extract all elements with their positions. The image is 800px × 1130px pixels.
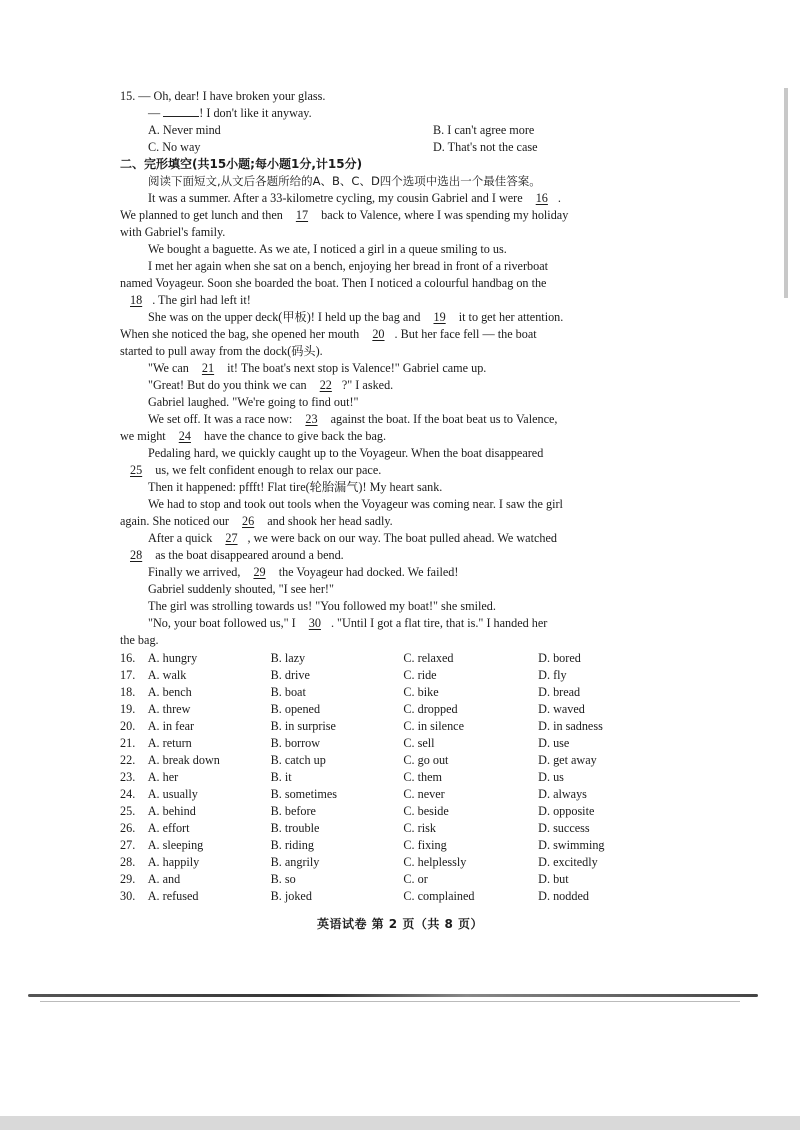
choice-option-a: A. walk: [147, 668, 187, 682]
choice-option-d: D. bored: [538, 651, 581, 665]
passage-line: Then it happened: pffft! Flat tire(轮胎漏气)! My heart sank.: [148, 480, 443, 494]
choice-option-b: B. borrow: [270, 736, 321, 750]
blank-26: 26: [242, 514, 255, 528]
passage-text: She was on the upper deck(甲板)! I held up the bag and: [148, 310, 421, 324]
choice-option-b: B. lazy: [270, 651, 306, 665]
passage-line: We bought a baguette. As we ate, I noticed a girl in a queue smiling to us.: [148, 242, 507, 256]
choice-option-c: C. go out: [403, 753, 449, 767]
passage-line: [120, 615, 665, 632]
choice-option-d: D. waved: [538, 702, 585, 716]
choice-option-c: C. beside: [403, 804, 449, 818]
question-15: [120, 88, 665, 156]
choice-option-d: D. in sadness: [538, 719, 603, 733]
section-2-instruction: 阅读下面短文,从文后各题所给的A、B、C、D四个选项中选出一个最佳答案。: [148, 174, 541, 188]
blank-27: 27: [225, 531, 238, 545]
choice-option-c: C. bike: [403, 685, 439, 699]
passage-text: . The girl had left it!: [152, 293, 251, 307]
binding-edge-mark: [784, 88, 788, 298]
passage-text: have the chance to give back the bag.: [203, 429, 387, 443]
section-2-header: 二、完形填空(共15小题;每小题1分,计15分): [120, 157, 363, 171]
choice-option-c: C. complained: [403, 889, 475, 903]
passage-text: We set off. It was a race now:: [148, 412, 293, 426]
cloze-passage: [120, 190, 665, 649]
passage-line: [120, 292, 665, 309]
choice-row: [120, 786, 665, 803]
choice-option-b: B. joked: [270, 889, 312, 903]
bottom-rule-thin: [40, 1001, 740, 1002]
blank-18: 18: [130, 293, 143, 307]
choice-option-c: C. never: [403, 787, 445, 801]
choice-row: [120, 854, 665, 871]
passage-text: "Great! But do you think we can: [148, 378, 307, 392]
choice-option-b: B. riding: [270, 838, 314, 852]
q15-option-c: C. No way: [148, 140, 201, 154]
passage-line: [120, 326, 665, 343]
choice-number: 29.: [120, 872, 136, 886]
choice-option-a: A. sleeping: [147, 838, 204, 852]
passage-line: We had to stop and took out tools when the Voyageur was coming near. I saw the girl: [148, 497, 563, 511]
choice-option-b: B. in surprise: [270, 719, 336, 733]
passage-line: [120, 513, 665, 530]
passage-line: [120, 564, 665, 581]
choice-option-d: D. get away: [538, 753, 597, 767]
blank-22: 22: [319, 378, 332, 392]
choice-number: 20.: [120, 719, 136, 733]
choice-number: 21.: [120, 736, 136, 750]
choice-row: [120, 871, 665, 888]
choice-option-d: D. bread: [538, 685, 581, 699]
answer-choices: [120, 650, 665, 905]
choice-option-c: C. ride: [403, 668, 437, 682]
choice-row: [120, 684, 665, 701]
passage-text: again. She noticed our: [120, 514, 229, 528]
choice-number: 26.: [120, 821, 136, 835]
passage-line: [120, 411, 665, 428]
choice-option-a: A. hungry: [147, 651, 198, 665]
choice-option-d: D. us: [538, 770, 564, 784]
choice-option-c: C. them: [403, 770, 442, 784]
choice-option-d: D. nodded: [538, 889, 589, 903]
passage-text: . "Until I got a flat tire, that is." I handed her: [330, 616, 548, 630]
choice-option-c: C. helplessly: [403, 855, 467, 869]
choice-row: [120, 803, 665, 820]
passage-line: Gabriel suddenly shouted, "I see her!": [148, 582, 334, 596]
choice-number: 23.: [120, 770, 136, 784]
choice-option-c: C. dropped: [403, 702, 458, 716]
choice-option-a: A. happily: [147, 855, 200, 869]
choice-option-b: B. trouble: [270, 821, 320, 835]
choice-number: 24.: [120, 787, 136, 801]
passage-line: with Gabriel's family.: [120, 225, 226, 239]
choice-option-a: A. effort: [147, 821, 190, 835]
passage-line: [120, 309, 665, 326]
choice-number: 28.: [120, 855, 136, 869]
choice-row: [120, 718, 665, 735]
passage-text: us, we felt confident enough to relax our pace.: [155, 463, 382, 477]
passage-text: back to Valence, where I was spending my holiday: [321, 208, 569, 222]
passage-line: [120, 547, 665, 564]
choice-option-c: C. or: [403, 872, 428, 886]
scan-bottom-bar: [0, 1116, 800, 1130]
blank-16: 16: [535, 191, 548, 205]
passage-line: the bag.: [120, 633, 159, 647]
q15-reply: — ! I don't like it anyway.: [148, 106, 312, 120]
q15-option-d: D. That's not the case: [433, 140, 538, 154]
choice-option-d: D. fly: [538, 668, 567, 682]
blank-29: 29: [253, 565, 266, 579]
passage-text: as the boat disappeared around a bend.: [155, 548, 344, 562]
passage-line: named Voyageur. Soon she boarded the boat. Then I noticed a colourful handbag on the: [120, 276, 547, 290]
choice-row: [120, 752, 665, 769]
passage-line: Gabriel laughed. "We're going to find out!": [148, 395, 359, 409]
choice-number: 27.: [120, 838, 136, 852]
passage-text: "No, your boat followed us," I: [148, 616, 296, 630]
blank-30: 30: [308, 616, 321, 630]
choice-option-a: A. threw: [147, 702, 191, 716]
choice-option-b: B. before: [270, 804, 316, 818]
passage-line: [120, 207, 665, 224]
choice-option-a: A. bench: [147, 685, 192, 699]
choice-option-b: B. catch up: [270, 753, 326, 767]
blank-23: 23: [305, 412, 318, 426]
passage-text: the Voyageur had docked. We failed!: [278, 565, 459, 579]
q15-options-row-1: [120, 122, 665, 139]
passage-line: [120, 530, 665, 547]
choice-option-b: B. drive: [270, 668, 310, 682]
bottom-rule: [28, 994, 758, 997]
blank-21: 21: [201, 361, 215, 375]
passage-line: The girl was strolling towards us! "You followed my boat!" she smiled.: [148, 599, 496, 613]
choice-option-b: B. it: [270, 770, 292, 784]
choice-option-c: C. risk: [403, 821, 436, 835]
choice-row: [120, 837, 665, 854]
choice-number: 19.: [120, 702, 136, 716]
choice-option-a: A. in fear: [147, 719, 195, 733]
choice-option-c: C. in silence: [403, 719, 464, 733]
passage-line: Pedaling hard, we quickly caught up to the Voyageur. When the boat disappeared: [148, 446, 544, 460]
choice-option-b: B. so: [270, 872, 296, 886]
choice-option-d: D. use: [538, 736, 570, 750]
passage-line: [120, 377, 665, 394]
choice-row: [120, 820, 665, 837]
choice-option-c: C. relaxed: [403, 651, 454, 665]
choice-row: [120, 701, 665, 718]
choice-option-b: B. opened: [270, 702, 321, 716]
q15-option-a: A. Never mind: [148, 123, 221, 137]
choice-option-d: D. excitedly: [538, 855, 598, 869]
q15-stem: 15. — Oh, dear! I have broken your glass.: [120, 89, 326, 103]
passage-line: [120, 462, 665, 479]
passage-line: started to pull away from the dock(码头).: [120, 344, 323, 358]
passage-text: Finally we arrived,: [148, 565, 241, 579]
passage-line: [120, 360, 665, 377]
choice-option-c: C. fixing: [403, 838, 447, 852]
q15-blank: [163, 105, 199, 117]
passage-text: , we were back on our way. The boat pulled ahead. We watched: [247, 531, 557, 545]
passage-text: It was a summer. After a 33-kilometre cycling, my cousin Gabriel and I were: [148, 191, 523, 205]
choice-number: 16.: [120, 651, 136, 665]
choice-option-d: D. success: [538, 821, 590, 835]
choice-option-d: D. swimming: [538, 838, 605, 852]
page-content: [120, 88, 665, 905]
page-footer: 英语试卷 第 2 页（共 8 页）: [316, 917, 484, 931]
choice-option-a: A. and: [147, 872, 181, 886]
choice-row: [120, 735, 665, 752]
choice-row: [120, 650, 665, 667]
blank-17: 17: [295, 208, 309, 222]
choice-option-a: A. refused: [147, 889, 199, 903]
passage-line: [120, 428, 665, 445]
passage-text: When she noticed the bag, she opened her mouth: [120, 327, 360, 341]
choice-number: 30.: [120, 889, 136, 903]
choice-number: 22.: [120, 753, 136, 767]
choice-option-a: A. behind: [147, 804, 196, 818]
passage-text: against the boat. If the boat beat us to Valence,: [330, 412, 558, 426]
choice-option-b: B. angrily: [270, 855, 320, 869]
blank-28: 28: [130, 548, 143, 562]
choice-row: [120, 769, 665, 786]
q15-reply-text: ! I don't like it anyway.: [199, 106, 312, 120]
choice-option-b: B. boat: [270, 685, 306, 699]
choice-option-d: D. always: [538, 787, 587, 801]
passage-line: I met her again when she sat on a bench, enjoying her bread in front of a riverboat: [148, 259, 549, 273]
choice-option-c: C. sell: [403, 736, 435, 750]
passage-line: [120, 190, 665, 207]
choice-row: [120, 667, 665, 684]
passage-text: "We can: [148, 361, 189, 375]
choice-option-d: D. but: [538, 872, 569, 886]
blank-19: 19: [433, 310, 446, 324]
passage-text: we might: [120, 429, 166, 443]
passage-text: it to get her attention.: [458, 310, 564, 324]
passage-text: ?" I asked.: [341, 378, 394, 392]
q15-options-row-2: [120, 139, 665, 156]
passage-text: and shook her head sadly.: [267, 514, 393, 528]
choice-number: 17.: [120, 668, 136, 682]
choice-number: 18.: [120, 685, 136, 699]
choice-option-d: D. opposite: [538, 804, 595, 818]
passage-text: .: [557, 191, 561, 205]
passage-text: . But her face fell — the boat: [394, 327, 537, 341]
q15-option-b: B. I can't agree more: [433, 123, 535, 137]
choice-option-a: A. return: [147, 736, 192, 750]
passage-text: it! The boat's next stop is Valence!" Gabriel came up.: [227, 361, 487, 375]
choice-option-a: A. break down: [147, 753, 220, 767]
choice-option-b: B. sometimes: [270, 787, 337, 801]
passage-text: After a quick: [148, 531, 213, 545]
blank-25: 25: [130, 463, 143, 477]
passage-text: We planned to get lunch and then: [120, 208, 283, 222]
choice-number: 25.: [120, 804, 136, 818]
choice-option-a: A. her: [147, 770, 179, 784]
choice-row: [120, 888, 665, 905]
blank-20: 20: [372, 327, 385, 341]
blank-24: 24: [178, 429, 191, 443]
choice-option-a: A. usually: [147, 787, 198, 801]
